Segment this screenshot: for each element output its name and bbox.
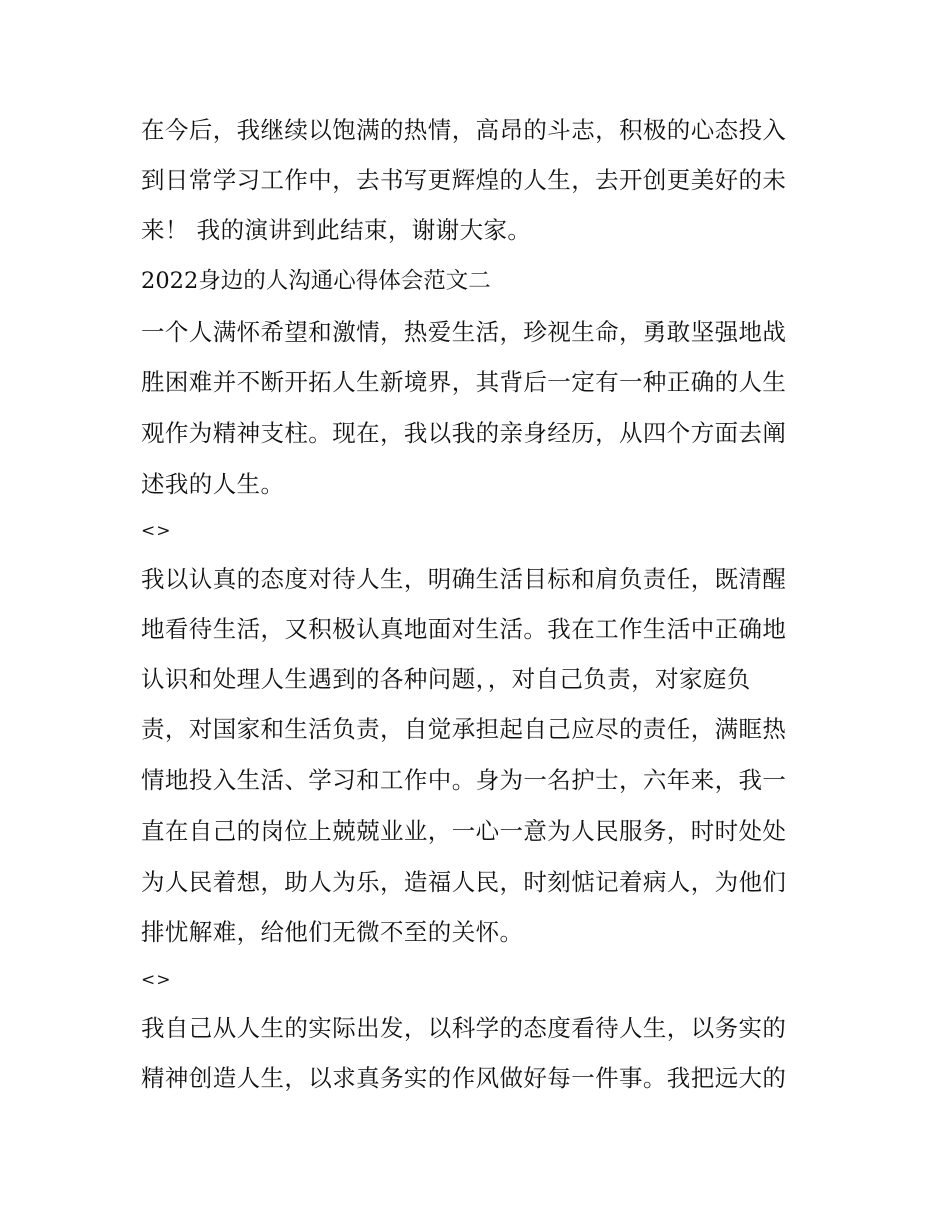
section-heading: 2022身边的人沟通心得体会范文二	[141, 268, 491, 294]
paragraph-1-line-3: 来！ 我的演讲到此结束，谢谢大家。	[141, 216, 532, 244]
paragraph-3-line-7: 为人民着想，助人为乐，造福人民，时刻惦记着病人，为他们	[141, 868, 787, 896]
paragraph-2-line-3: 观作为精神支柱。现在，我以我的亲身经历，从四个方面去阐	[141, 419, 787, 447]
paragraph-3-line-1: 我以认真的态度对待人生，明确生活目标和肩负责任，既清醒	[141, 565, 787, 593]
paragraph-3-line-2: 地看待生活，又积极认真地面对生活。我在工作生活中正确地	[141, 615, 787, 643]
paragraph-1-line-2: 到日常学习工作中，去书写更辉煌的人生，去开创更美好的未	[141, 166, 787, 194]
paragraph-1-line-1: 在今后，我继续以饱满的热情，高昂的斗志，积极的心态投入	[141, 116, 787, 144]
paragraph-3-line-8: 排忧解难，给他们无微不至的关怀。	[141, 918, 524, 946]
paragraph-3-line-5: 情地投入生活、学习和工作中。身为一名护士，六年来，我一	[141, 766, 787, 794]
paragraph-2-line-4: 述我的人生。	[141, 470, 285, 498]
paragraph-2-line-1: 一个人满怀希望和激情，热爱生活，珍视生命，勇敢坚强地战	[141, 318, 787, 346]
paragraph-3-line-4: 责，对国家和生活负责，自觉承担起自己应尽的责任，满眶热	[141, 715, 787, 743]
paragraph-4-line-1: 我自己从人生的实际出发，以科学的态度看待人生，以务实的	[141, 1014, 787, 1042]
paragraph-2-line-2: 胜困难并不断开拓人生新境界，其背后一定有一种正确的人生	[141, 368, 787, 396]
paragraph-4-line-2: 精神创造人生，以求真务实的作风做好每一件事。我把远大的	[141, 1064, 787, 1092]
section-marker-1: <>	[141, 521, 172, 541]
paragraph-3-line-3: 认识和处理人生遇到的各种问题，，对自己负责，对家庭负	[141, 665, 751, 693]
paragraph-3-line-6: 直在自己的岗位上兢兢业业，一心一意为人民服务，时时处处	[141, 817, 787, 845]
section-marker-2: <>	[141, 970, 172, 990]
